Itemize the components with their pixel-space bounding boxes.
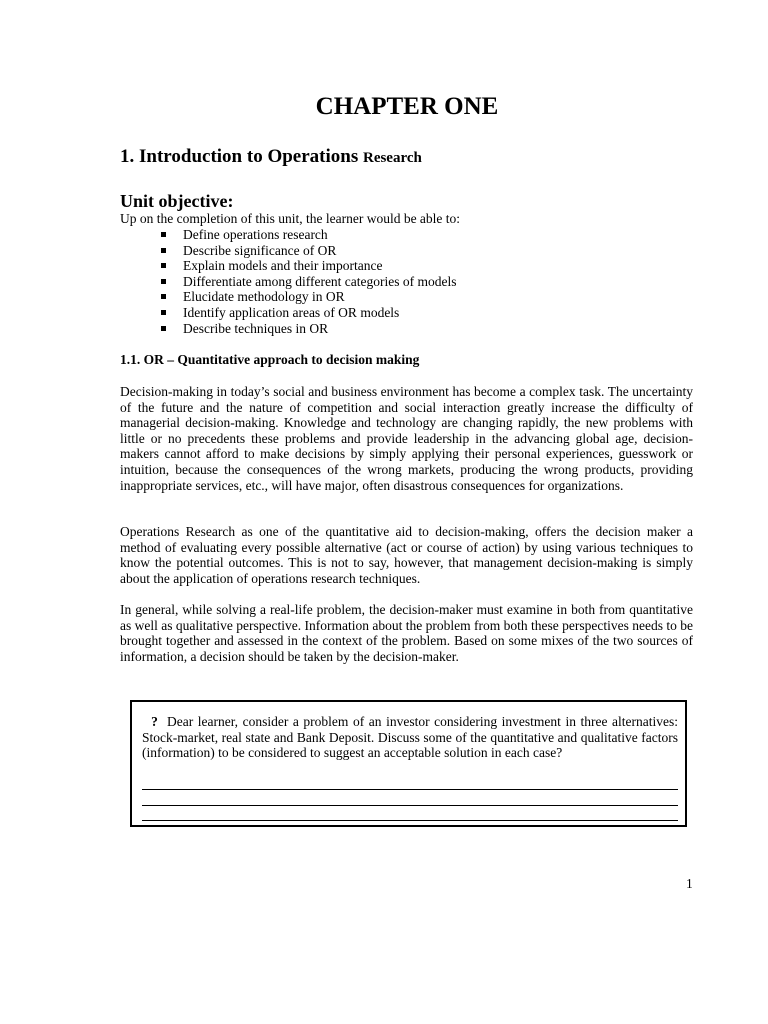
square-bullet-icon	[161, 279, 166, 284]
objective-item	[160, 305, 457, 321]
square-bullet-icon	[161, 310, 166, 315]
answer-line	[142, 820, 678, 821]
objective-item	[160, 274, 457, 290]
objective-text: Describe techniques in OR	[183, 320, 329, 336]
objective-text: Explain models and their importance	[183, 258, 383, 274]
body-paragraph: In general, while solving a real-life problem, the decision-maker must examine in both from quantitative as well as qualitative perspective. Information about the problem from both these perspectives needs to be brought together and assessed in the context of the problem. Based on some mixes of the two sources of information, a decision should be taken by the decision-maker.	[120, 602, 693, 664]
objective-item	[160, 258, 457, 274]
unit-intro-text: Up on the completion of this unit, the learner would be able to:	[120, 211, 461, 226]
answer-line	[142, 805, 678, 806]
unit-objective-heading: Unit objective:	[120, 191, 234, 211]
objective-text: Describe significance of OR	[183, 242, 337, 258]
objective-item	[160, 227, 457, 243]
objective-text: Elucidate methodology in OR	[183, 289, 345, 305]
subsection-heading: 1.1. OR – Quantitative approach to decision making	[120, 352, 420, 367]
square-bullet-icon	[161, 294, 166, 299]
objective-item	[160, 243, 457, 259]
activity-question-box	[130, 700, 687, 827]
body-paragraph: Operations Research as one of the quantitative aid to decision-making, offers the decision maker a method of evaluating every possible alternative (act or course of action) by using various techniques to know the potential outcomes. This is not to say, however, that management decision-making is simply about the application of operations research techniques.	[120, 524, 693, 586]
question-body: Dear learner, consider a problem of an investor considering investment in three alternatives: Stock-market, real state and Bank Deposit. Discuss some of the quantitative and qualitative factors (information) to be considered to suggest an acceptable solution in each case?	[142, 714, 679, 761]
question-mark-icon: ?	[151, 714, 158, 729]
objectives-list	[160, 227, 457, 336]
chapter-title: CHAPTER ONE	[315, 93, 499, 120]
square-bullet-icon	[161, 232, 166, 237]
section-heading	[120, 146, 422, 168]
square-bullet-icon	[161, 248, 166, 253]
section-heading-tail: Research	[362, 150, 422, 166]
objective-item	[160, 321, 457, 337]
page-number: 1	[686, 876, 693, 891]
answer-line	[142, 789, 678, 790]
objective-text: Differentiate among different categories of models	[183, 273, 457, 289]
section-heading-main: 1. Introduction to Operations	[120, 146, 359, 167]
square-bullet-icon	[161, 263, 166, 268]
square-bullet-icon	[161, 326, 166, 331]
body-paragraph: Decision-making in today’s social and business environment has become a complex task. The uncertainty of the future and the nature of competition and social interaction greatly increase the difficulty of managerial decision-making. Knowledge and technology are changing rapidly, the new problems with little or no precedents these problems and provide leadership in the advancing global age, decision-makers cannot afford to make decisions by simply applying their personal experiences, guesswork or intuition, because the consequences of the wrong markets, producing the wrong products, providing inappropriate services, etc., will have major, often disastrous consequences for organizations.	[120, 384, 693, 493]
objective-item	[160, 289, 457, 305]
objective-text: Identify application areas of OR models	[183, 304, 400, 320]
objective-text: Define operations research	[183, 227, 328, 242]
question-text	[142, 714, 678, 761]
